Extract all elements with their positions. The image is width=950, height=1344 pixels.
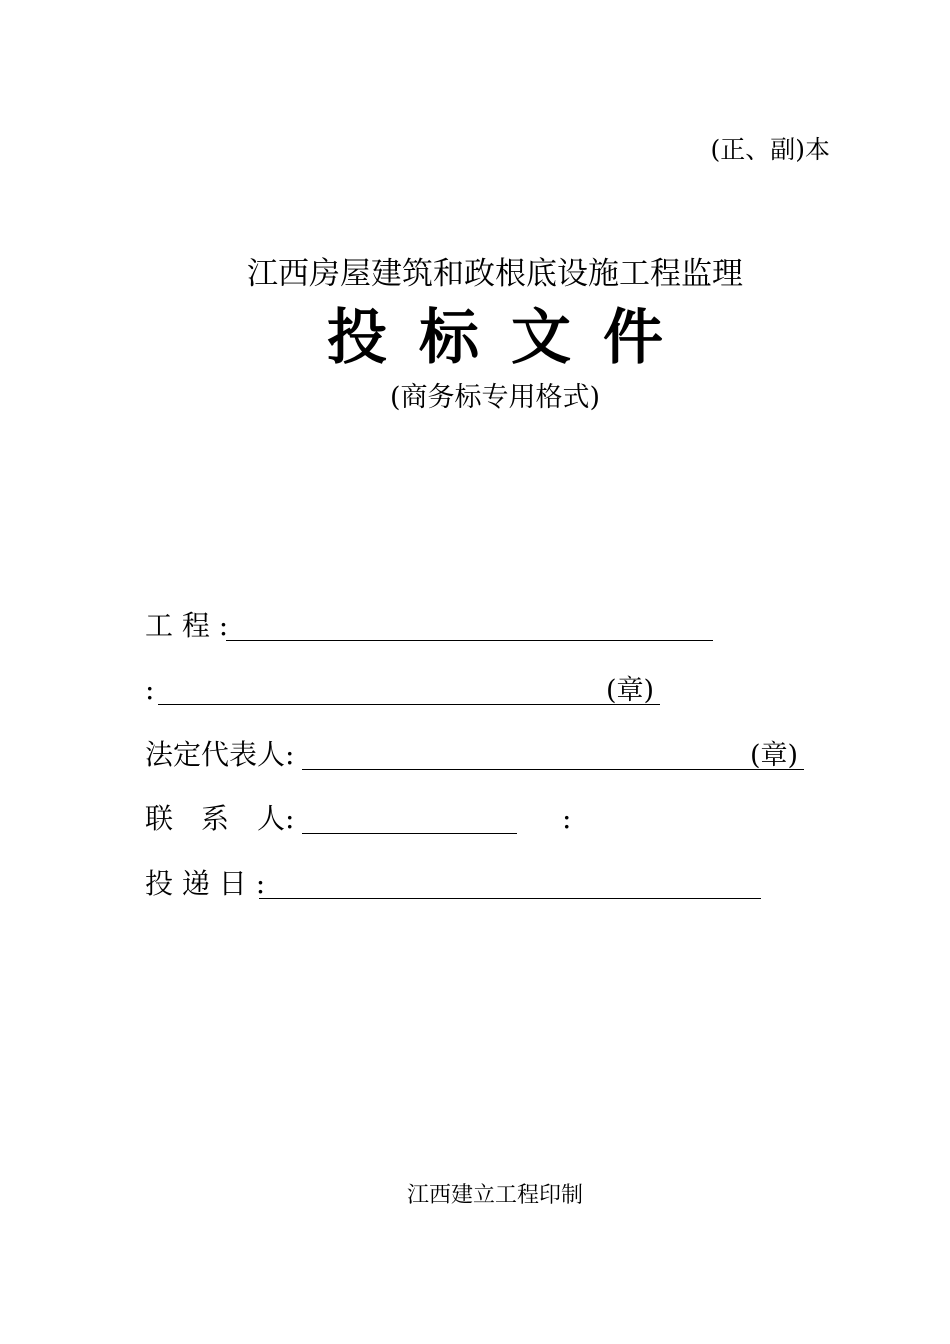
contact-field[interactable] bbox=[302, 801, 517, 834]
contact-label: 联 系 人: bbox=[145, 802, 295, 835]
legal-rep-label: 法定代表人: bbox=[145, 738, 295, 771]
submit-date-field[interactable] bbox=[259, 866, 761, 899]
copy-type-mark: (正、副)本 bbox=[710, 135, 830, 164]
legal-rep-seal-mark: (章) bbox=[750, 740, 799, 771]
format-note: (商务标专用格式) bbox=[389, 382, 601, 413]
bidder-label: : bbox=[145, 673, 155, 706]
project-label: 工 程 : bbox=[145, 609, 229, 642]
bidder-seal-mark: (章) bbox=[606, 675, 655, 706]
document-subtitle: 江西房屋建筑和政根底设施工程监理 bbox=[247, 256, 743, 292]
phone-label: : bbox=[562, 802, 572, 835]
document-title: 投标文件 bbox=[327, 303, 695, 373]
submit-date-label: 投 递 日 : bbox=[145, 867, 266, 900]
bidder-field[interactable] bbox=[158, 672, 660, 705]
project-field[interactable] bbox=[226, 608, 713, 641]
legal-rep-field[interactable] bbox=[302, 737, 804, 770]
printer-credit: 江西建立工程印制 bbox=[406, 1183, 583, 1208]
